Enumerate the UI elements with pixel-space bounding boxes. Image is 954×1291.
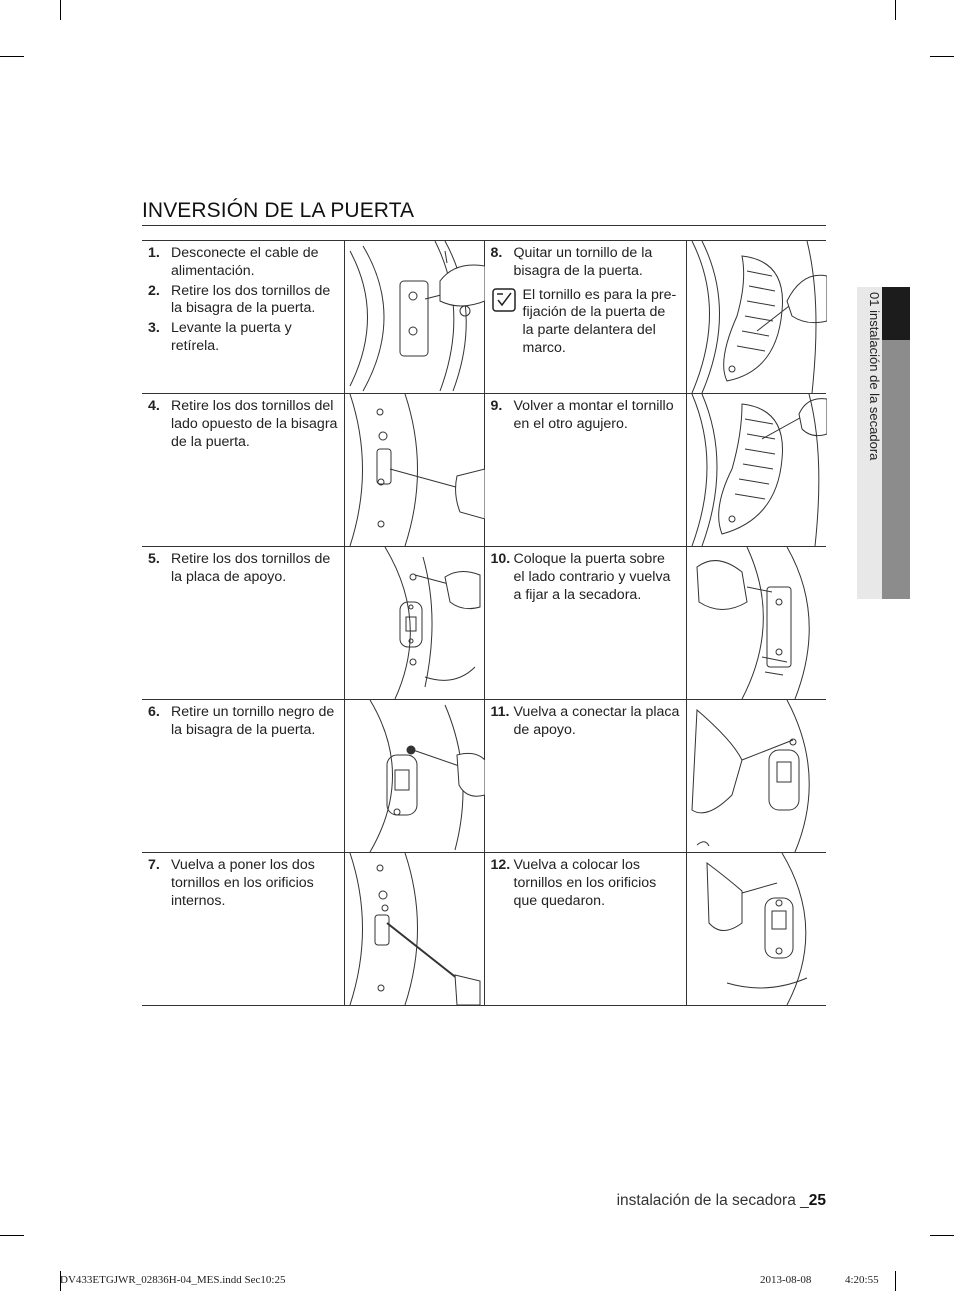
title-rule [142,225,826,226]
table-row [142,241,826,394]
step-item: 10. Coloque la puerta sobre el lado contrario y vuelva a fijar a la secadora. [490,551,671,603]
note-text: El tornillo es para la pre-fijación de la puerta de la parte delantera del marco. [522,286,677,356]
step-text-cell [142,853,344,1006]
step-text-cell [142,700,344,853]
table-row [142,547,826,700]
table-row [142,853,826,1006]
side-tab-bar [882,340,910,599]
opposite-screws-illustration [344,394,484,547]
step-item: 4. Retire los dos tornillos del lado opuesto de la bisagra de la puerta. [148,398,338,450]
crop-mark [0,1235,24,1236]
remount-screw-illustration [686,394,826,547]
door-hinge-removal-illustration [344,241,484,394]
step-item: 6. Retire un tornillo negro de la bisagra de la puerta. [148,704,335,738]
support-plate-screws-illustration [344,547,484,700]
imprint-time: 4:20:55 [845,1274,879,1286]
side-tab-label: 01 instalación de la secadora [867,292,882,461]
crop-mark [895,1271,896,1291]
step-item: 11. Vuelva a conectar la placa de apoyo. [490,704,680,738]
inner-holes-screws-illustration [344,853,484,1006]
remaining-screws-illustration [686,853,826,1006]
step-item: 7. Vuelva a poner los dos tornillos en los orificios internos. [148,857,315,909]
step-text-cell [484,700,686,853]
crop-mark [60,0,61,20]
side-tab-marker [882,287,910,340]
crop-mark [895,0,896,20]
step-text-cell [484,547,686,700]
step-item: 9. Volver a montar el tornillo en el otro agujero. [490,398,674,432]
step-text-cell [142,394,344,547]
crop-mark [930,56,954,57]
step-item: 12. Vuelva a colocar los tornillos en los orificios que quedaron. [490,857,657,909]
step-item: 2. Retire los dos tornillos de la bisagra de la puerta. [148,282,331,317]
step-item: 5. Retire los dos tornillos de la placa de apoyo. [148,551,331,585]
footer-section: instalación de la secadora _ [616,1192,809,1209]
note [491,287,680,358]
page-number: 25 [808,1192,826,1209]
table-row [142,700,826,853]
reconnect-plate-illustration [686,700,826,853]
crop-mark [930,1235,954,1236]
hinge-screw-removal-illustration [686,241,826,394]
step-item: 3. Levante la puerta y retírela. [148,320,292,354]
reattach-door-illustration [686,547,826,700]
page-title: INVERSIÓN DE LA PUERTA [142,199,415,222]
step-item: 8. Quitar un tornillo de la bisagra de la puerta. [490,245,653,279]
page-footer [617,1192,826,1210]
black-screw-illustration [344,700,484,853]
step-text-cell [142,241,344,394]
note-pencil-icon [491,287,523,358]
step-item: 1. Desconecte el cable de alimentación. [148,245,319,279]
imprint-date: 2013-08-08 [760,1274,812,1286]
step-text-cell [484,394,686,547]
step-text-cell [484,241,686,394]
step-text-cell [484,853,686,1006]
crop-mark [0,56,24,57]
imprint-file: DV433ETGJWR_02836H-04_MES.indd Sec10:25 [60,1274,286,1286]
step-text-cell [142,547,344,700]
steps-table [142,240,826,1006]
table-row [142,394,826,547]
